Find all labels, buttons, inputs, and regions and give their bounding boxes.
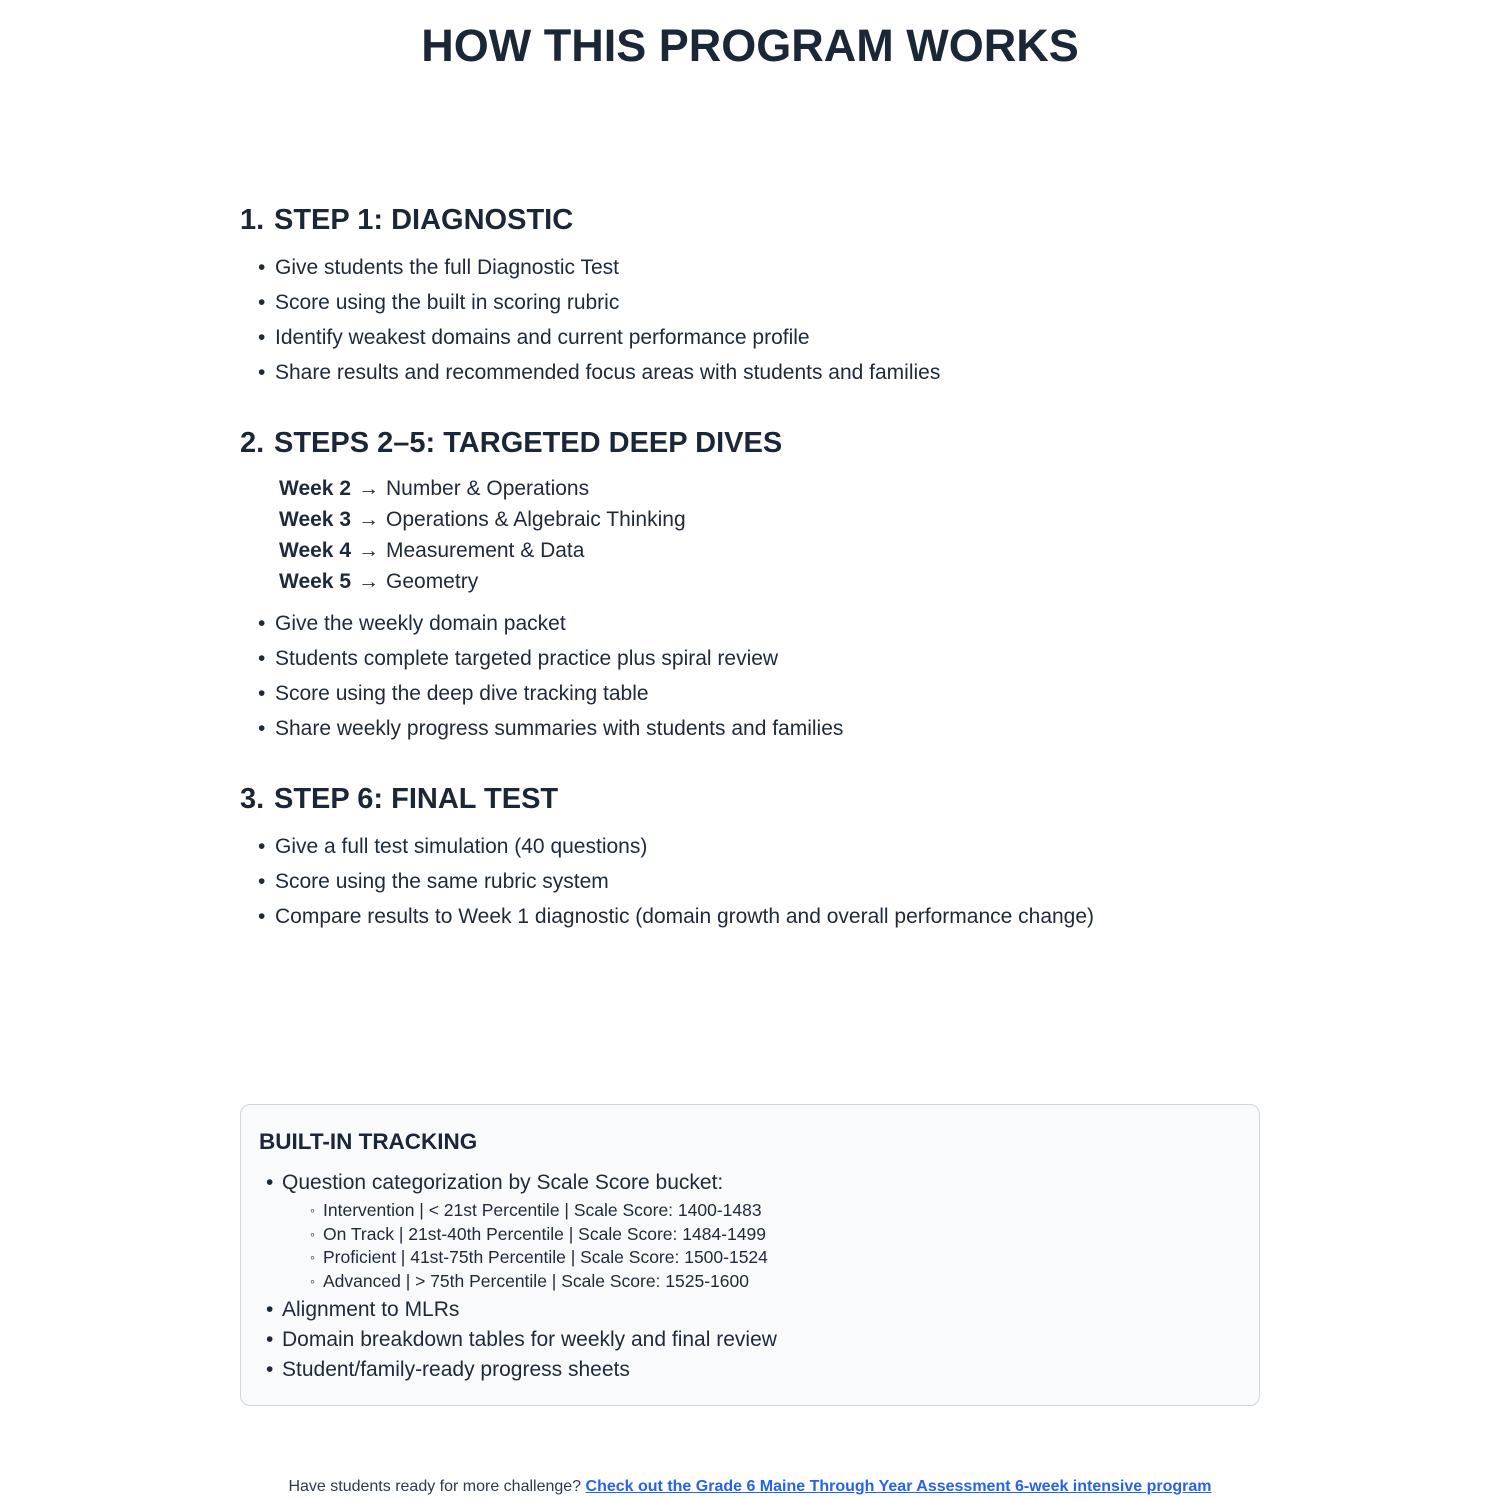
list-item-text: Question categorization by Scale Score bucket: [282,1171,724,1194]
tracking-box-title: BUILT-IN TRACKING [259,1129,478,1154]
page-title: HOW THIS PROGRAM WORKS [421,20,1079,71]
list-item-text: Score using the deep dive tracking table [275,682,649,705]
sub-list-item-text: Intervention | < 21st Percentile | Scale Score: 1400-1483 [323,1200,762,1220]
bullet-marker: • [258,835,266,858]
sub-bullet-marker: ◦ [310,1272,315,1289]
week-topic: Number & Operations [386,477,590,500]
intensive-program-link[interactable]: Check out the Grade 6 Maine Through Year Assessment 6-week intensive program [585,1478,1212,1495]
list-item [240,285,1260,320]
section-heading-text: STEP 6: FINAL TEST [274,783,559,815]
arrow-icon: → [358,539,379,562]
list-item-text: Alignment to MLRs [282,1298,460,1321]
list-item [240,829,1260,864]
list-item [259,1325,1239,1355]
section-heading-text: STEPS 2–5: TARGETED DEEP DIVES [274,427,783,459]
list-item [240,250,1260,285]
week-row [279,535,1260,566]
list-item [240,864,1260,899]
bullet-marker: • [258,905,266,928]
scale-score-buckets [259,1199,1239,1293]
list-item-text: Identify weakest domains and current performance profile [275,326,810,349]
bullet-marker: • [258,682,266,705]
week-label: Week 2 [279,477,351,500]
section-heading [240,782,1260,816]
sub-list-item [259,1223,1239,1247]
week-topic: Operations & Algebraic Thinking [386,508,686,531]
section-step-1-diagnostic [240,203,1260,390]
list-item [240,676,1260,711]
list-item [240,899,1260,934]
section-number: 1. [240,204,265,236]
list-item-text: Score using the built in scoring rubric [275,291,620,314]
arrow-icon: → [358,508,379,531]
week-topic: Geometry [386,570,479,593]
list-item-text: Students complete targeted practice plus spiral review [275,647,779,670]
arrow-icon: → [358,477,379,500]
list-item-text: Compare results to Week 1 diagnostic (domain growth and overall performance change) [275,905,1095,928]
list-item [240,320,1260,355]
list-item-text: Share weekly progress summaries with students and families [275,717,844,740]
sub-bullet-marker: ◦ [310,1202,315,1218]
list-item-text: Give a full test simulation (40 questions) [275,835,648,858]
bullet-marker: • [258,361,266,384]
bullet-marker: • [258,870,266,893]
main-content [240,203,1260,1497]
list-item [259,1355,1239,1385]
footer-text: Have students ready for more challenge? [288,1478,586,1495]
section-heading-text: STEP 1: DIAGNOSTIC [274,204,574,236]
section-heading [240,203,1260,237]
bullet-marker: • [258,612,266,635]
sub-list-item-text: On Track | 21st-40th Percentile | Scale Score: 1484-1499 [323,1223,766,1244]
list-item-text: Share results and recommended focus areas with students and families [275,361,941,384]
bullet-marker: • [266,1171,274,1194]
section-step-6-final-test [240,782,1260,934]
sub-list-item-text: Proficient | 41st-75th Percentile | Scale Score: 1500-1524 [323,1247,768,1267]
list-item-text: Student/family-ready progress sheets [282,1358,630,1381]
list-item-text: Give the weekly domain packet [275,612,566,635]
footer [240,1477,1260,1497]
bullet-marker: • [258,256,266,279]
arrow-icon: → [358,570,379,593]
list-item-text: Score using the same rubric system [275,870,609,893]
bullet-marker: • [258,291,266,314]
sub-list-item [259,1270,1239,1294]
list-item [240,606,1260,641]
section-number: 2. [240,427,265,459]
sub-list-item [259,1199,1239,1223]
sub-list-item [259,1246,1239,1270]
sub-bullet-marker: ◦ [310,1249,315,1265]
week-label: Week 5 [279,570,351,593]
list-item [240,711,1260,746]
sub-bullet-marker: ◦ [310,1225,315,1242]
week-row [279,504,1260,535]
bullet-marker: • [258,717,266,740]
list-item-text: Give students the full Diagnostic Test [275,256,619,279]
list-item [240,355,1260,390]
list-item [240,641,1260,676]
list-item-text: Domain breakdown tables for weekly and final review [282,1328,777,1351]
bullet-marker: • [266,1358,274,1381]
week-label: Week 4 [279,539,351,562]
tracking-box [240,1104,1260,1406]
week-row [279,566,1260,597]
section-steps-2-5-deep-dives [240,426,1260,746]
sub-list-item-text: Advanced | > 75th Percentile | Scale Score: 1525-1600 [323,1270,749,1291]
week-topic: Measurement & Data [386,539,585,562]
week-label: Week 3 [279,508,351,531]
list-item [259,1168,1239,1198]
list-item [259,1295,1239,1325]
bullet-marker: • [266,1328,274,1351]
week-schedule [279,473,1260,597]
bullet-marker: • [258,647,266,670]
section-heading [240,426,1260,460]
bullet-marker: • [258,326,266,349]
bullet-marker: • [266,1298,274,1321]
week-row [279,473,1260,504]
section-number: 3. [240,783,265,815]
